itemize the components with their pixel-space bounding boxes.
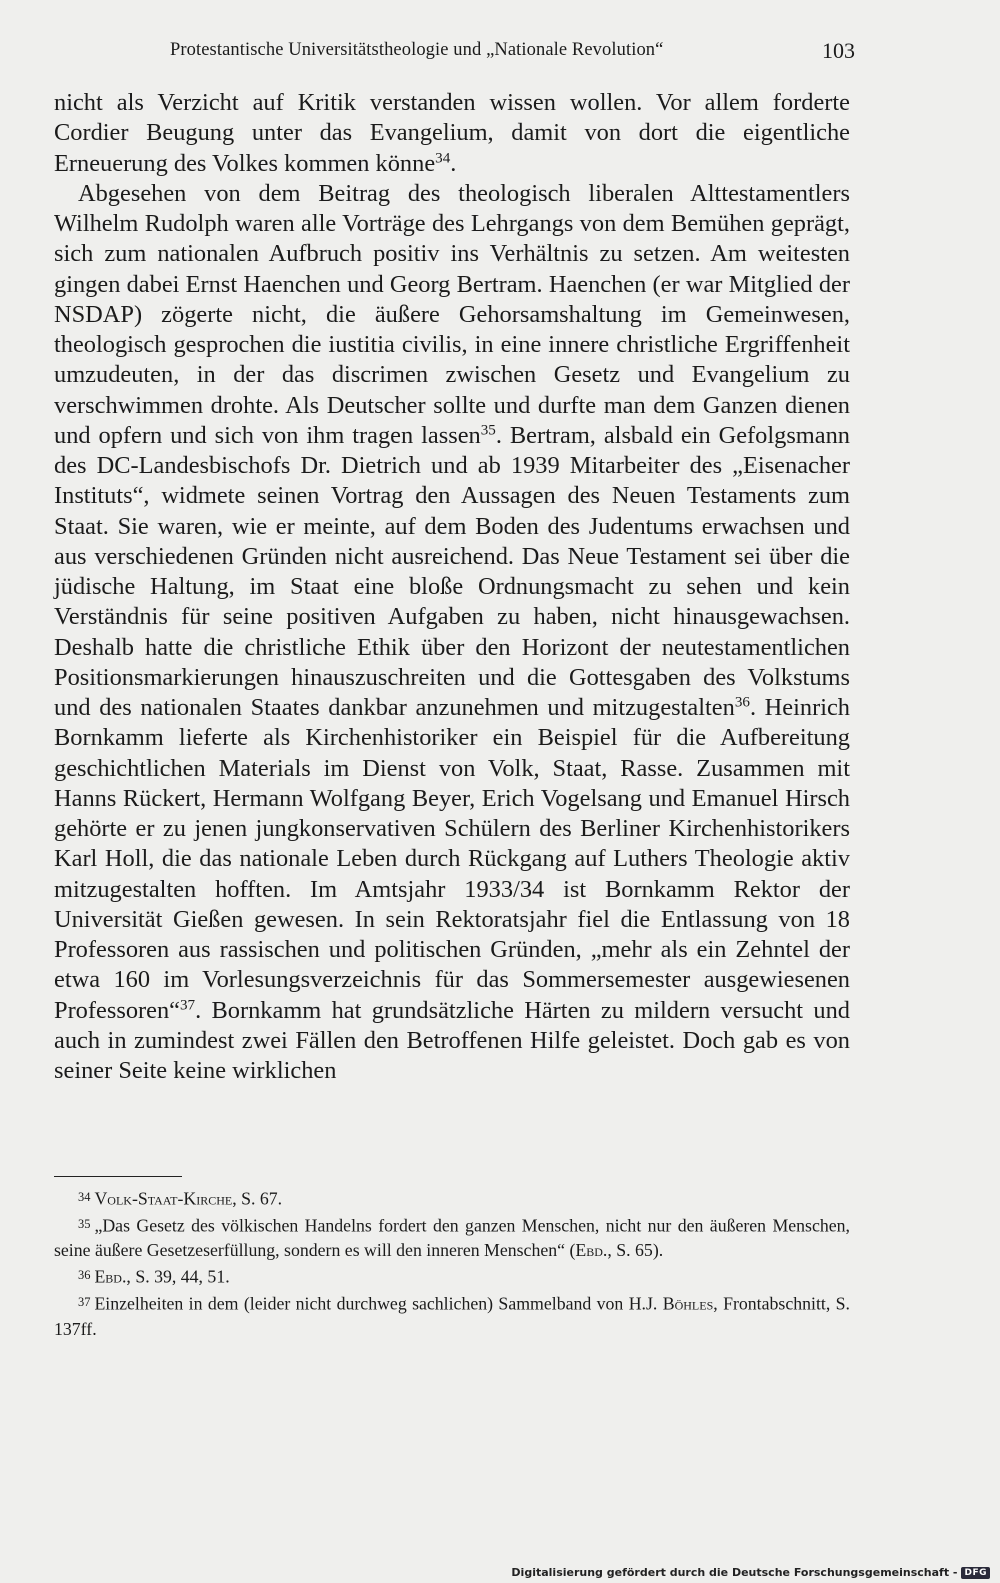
footnote-text-tail: , Frontabschnitt, S. 137ff. — [54, 1293, 850, 1339]
footnote-source: Volk-Staat-Kirche — [94, 1188, 233, 1209]
footnotes — [54, 1185, 850, 1342]
footnote-source: Ebd. — [575, 1240, 608, 1261]
credit-text: Digitalisierung gefördert durch die Deutsche Forschungsgemeinschaft - — [511, 1566, 958, 1579]
footnote-number: 34 — [78, 1190, 91, 1204]
footnote-37 — [54, 1290, 850, 1342]
footnote-number: 37 — [78, 1295, 91, 1310]
dfg-logo-icon: DFG — [961, 1567, 990, 1579]
footnote-source: Böhles — [662, 1293, 714, 1314]
footnote-ref-36[interactable]: 36 — [734, 694, 750, 711]
digitization-credit — [511, 1566, 990, 1579]
paragraph-2-text-d: . Bornkamm hat grundsätzliche Härten zu mildern versucht und auch in zumindest zwei Fällen den Betroffenen Hilfe geleistet. Doch gab es von seiner Seite keine wirklichen — [54, 996, 850, 1084]
paragraph-1 — [54, 88, 850, 179]
footnote-text: „Das Gesetz des völkischen Handelns fordert den ganzen Menschen, nicht nur den äußeren Menschen, seine äußere Gesetzeserfüllung, sondern es will den inneren Menschen“ ( — [54, 1215, 850, 1261]
paragraph-1-text: nicht als Verzicht auf Kritik verstanden wissen wollen. Vor allem forderte Cordier Beugung unter das Evangelium, damit von dort die eigentliche Erneuerung des Volkes kommen könne — [54, 89, 850, 177]
footnote-ref-34[interactable]: 34 — [435, 150, 451, 167]
paragraph-1-end: . — [450, 149, 457, 177]
footnote-divider — [54, 1176, 182, 1177]
main-text — [54, 88, 850, 1086]
footnote-text: , S. 67. — [232, 1188, 283, 1209]
page-number: 103 — [822, 38, 855, 63]
paragraph-2-text-b: . Bertram, alsbald ein Gefolgsmann des DC-Landesbischofs Dr. Dietrich und ab 1939 Mitarbeiter des „Eisenacher Instituts“, widmete seinen Vortrag den Aussagen des Neuen Testaments zum Staat. Sie waren, wie er meinte, auf dem Boden des Judentums erwachsen und aus verschiedenen Gründen nicht ausreichend. Das Neue Testament sei über die jüdische Haltung, im Staat eine bloße Ordnungsmacht zu sehen und kein Verständnis für seine positiven Aufgaben zu haben, nicht hinausgewachsen. Deshalb hatte die christliche Ethik über den Horizont der neutestamentlichen Positionsmarkierungen hinauszuschreiten und die Gottesgaben des Volkstums und des nationalen Staates dankbar anzunehmen und mitzugestalten — [54, 421, 850, 721]
footnote-number: 36 — [78, 1268, 91, 1283]
footnote-number: 35 — [78, 1216, 91, 1231]
footnote-35 — [54, 1212, 850, 1264]
footnote-text: , S. 39, 44, 51. — [126, 1267, 230, 1288]
footnote-ref-37[interactable]: 37 — [179, 997, 196, 1014]
paragraph-2-text-a: Abgesehen von dem Beitrag des theologisch liberalen Alttestamentlers Wilhelm Rudolph waren alle Vorträge des Lehrgangs von dem Bemühen geprägt, sich zum nationalen Aufbruch positiv ins Verhältnis zu setzen. Am weitesten gingen dabei Ernst Haenchen und Georg Bertram. Haenchen (er war Mitglied der NSDAP) zögerte nicht, die äußere Gehorsamshaltung im Gemeinwesen, theologisch gesprochen die iustitia civilis, in eine innere christliche Ergriffenheit umzudeuten, in der das discrimen zwischen Gesetz und Evangelium zu verschwimmen drohte. Als Deutscher sollte und durfte man dem Ganzen dienen und opfern und sich von ihm tragen lassen — [54, 179, 850, 449]
footnote-34 — [54, 1185, 850, 1212]
footnote-ref-35[interactable]: 35 — [480, 422, 496, 439]
footnote-text-tail: , S. 65). — [607, 1240, 664, 1261]
paragraph-2-text-c: . Heinrich Bornkamm lieferte als Kirchenhistoriker ein Beispiel für die Aufbereitung geschichtlichen Materials im Dienst von Volk, Staat, Rasse. Zusammen mit Hanns Rückert, Hermann Wolfgang Beyer, Erich Vogelsang und Emanuel Hirsch gehörte er zu jenen jungkonservativen Schülern des Berliner Kirchenhistorikers Karl Holl, die das nationale Leben durch Rückgang auf Luthers Theologie aktiv mitzugestalten hofften. Im Amtsjahr 1933/34 ist Bornkamm Rektor der Universität Gießen gewesen. In sein Rektoratsjahr fiel die Entlassung von 18 Professoren aus rassischen und politischen Gründen, „mehr als ein Zehntel der etwa 160 im Vorlesungsverzeichnis für das Sommersemester ausgewiesenen Professoren“ — [54, 694, 850, 1024]
footnote-text: Einzelheiten in dem (leider nicht durchweg sachlichen) Sammelband von H.J. — [94, 1293, 663, 1314]
footnote-36 — [54, 1263, 850, 1290]
footnote-source: Ebd. — [94, 1267, 127, 1288]
paragraph-2 — [54, 179, 850, 1087]
running-title: Protestantische Universitätstheologie und „Nationale Revolution“ — [170, 40, 664, 60]
